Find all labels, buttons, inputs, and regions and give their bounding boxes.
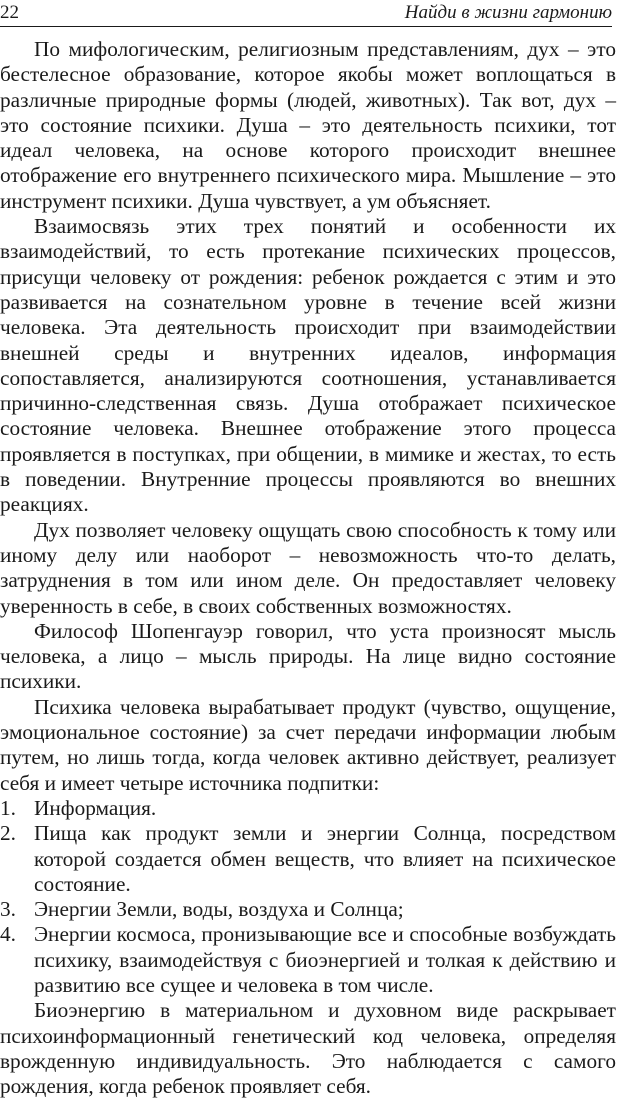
list-item-number: 4. (0, 922, 16, 947)
paragraph: По мифологическим, религиозным представлениям, дух – это бестелесное образование, которое якобы может воплощаться в различные природные формы (людей, животных). Так вот, дух – это состояние психики. Душа – это деятельность психики, тот идеал человека, на основе которого происходит внешнее отображение его внутреннего психического мира. Мышление – это инструмент психики. Душа чувствует, а ум объясняет. (0, 37, 616, 213)
list-item-number: 2. (0, 821, 16, 846)
list-item-text: Энергии Земли, воды, воздуха и Солнца; (34, 897, 404, 922)
paragraph: Взаимосвязь этих трех понятий и особенности их взаимодействий, то есть протекание психических процессов, присущи человеку от рождения: ребенок рождается с этим и это развивается на сознательном уровне в течение всей жизни человека. Эта деятельность происходит при взаимодействии внешней среды и внутренних идеалов, информация сопоставляется, анализируются соотношения, устанавливается причинно-следственная связь. Душа отображает психическое состояние человека. Внешнее отображение этого процесса проявляется в поступках, при общении, в мимике и жестах, то есть в поведении. Внутренние процессы проявляются во внешних реакциях. (0, 214, 616, 517)
page-header (0, 0, 612, 27)
list-item (0, 796, 616, 821)
list-item-text: Пища как продукт земли и энергии Солнца, посредством которой создается обмен веществ, что влияет на психическое состояние. (34, 821, 616, 896)
list-item (0, 897, 616, 922)
paragraph: Психика человека вырабатывает продукт (чувство, ощущение, эмоциональное состояние) за счет передачи информации любым путем, но лишь тогда, когда человек активно действует, реализует себя и имеет четыре источника подпитки: (0, 694, 616, 795)
list-item-text: Информация. (34, 795, 157, 820)
paragraph: Дух позволяет человеку ощущать свою способность к тому или иному делу или наоборот – невозможность что-то делать, затруднения в том или ином деле. Он предоставляет человеку уверенность в себе, в своих собственных возможностях. (0, 517, 616, 618)
list-item-number: 3. (0, 897, 16, 922)
running-title: Найди в жизни гармонию (404, 2, 612, 23)
list-item-text: Энергии космоса, пронизывающие все и способные возбуждать психику, взаимодействуя с биоэнергией и толкая к действию и развитию все сущее и человека в том числе. (34, 922, 616, 997)
paragraph: Философ Шопенгауэр говорил, что уста произносят мысль человека, а лицо – мысль природы. На лице видно состояние психики. (0, 618, 616, 694)
page-body (0, 37, 616, 1099)
list-item (0, 821, 616, 897)
list-item (0, 922, 616, 998)
page-number: 22 (0, 2, 19, 23)
list-item-number: 1. (0, 795, 16, 820)
paragraph: Биоэнергию в материальном и духовном виде раскрывает психоинформационный генетический код человека, определяя врожденную индивидуальность. Это наблюдается с самого рождения, когда ребенок проявляет себя. (0, 998, 616, 1099)
sources-list (0, 796, 616, 998)
